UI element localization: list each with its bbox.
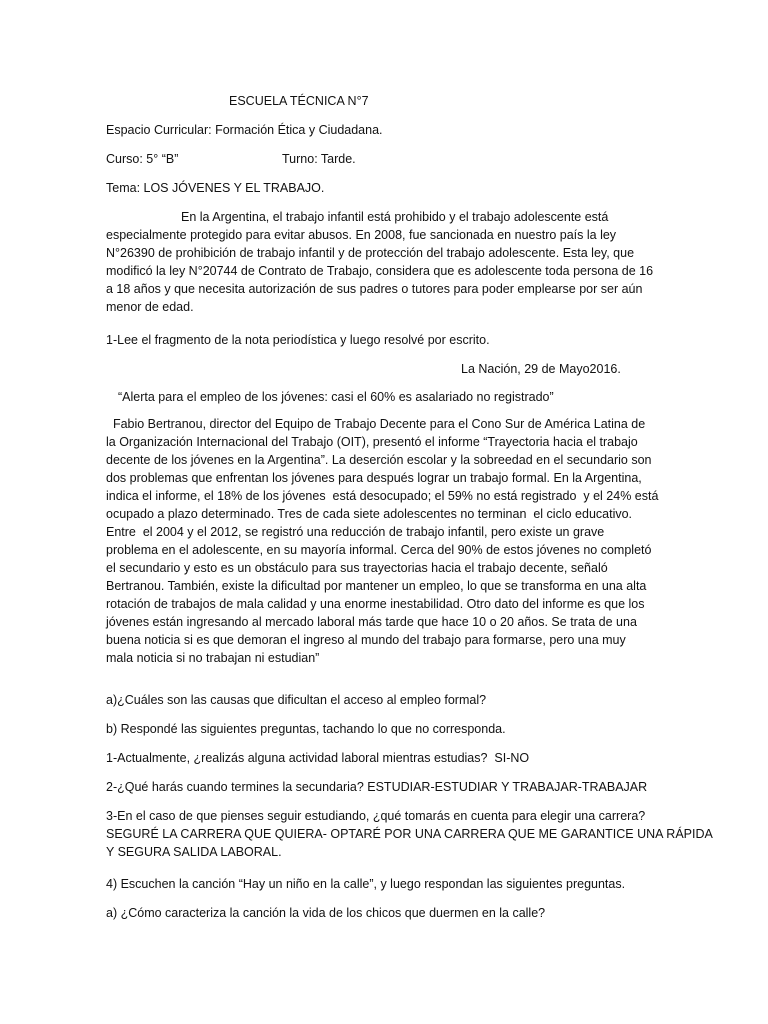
article-line: jóvenes están ingresando al mercado laboral más tarde que hace 10 o 20 años. Se trata de una bbox=[106, 615, 637, 629]
article-line: Fabio Bertranou, director del Equipo de Trabajo Decente para el Cono Sur de América Latina de bbox=[106, 417, 646, 431]
article-line: indica el informe, el 18% de los jóvenes está desocupado; el 59% no está registrado y el 24% está bbox=[106, 489, 659, 503]
school-title: ESCUELA TÉCNICA N°7 bbox=[229, 94, 369, 108]
intro-line: menor de edad. bbox=[106, 300, 194, 314]
article-line: problema en el adolescente, en su mayoría informal. Cerca del 90% de estos jóvenes no completó bbox=[106, 543, 652, 557]
article-line: rotación de trabajos de mala calidad y una enorme inestabilidad. Otro dato del informe es que los bbox=[106, 597, 645, 611]
shift-label: Turno: Tarde. bbox=[282, 152, 356, 166]
course-label: Curso: 5° “B” bbox=[106, 152, 179, 166]
article-line: Bertranou. También, existe la dificultad por mantener un empleo, lo que se transforma en una alta bbox=[106, 579, 647, 593]
question-4a: a) ¿Cómo caracteriza la canción la vida de los chicos que duermen en la calle? bbox=[106, 906, 546, 920]
article-body bbox=[106, 415, 662, 667]
topic-line: Tema: LOS JÓVENES Y EL TRABAJO. bbox=[106, 181, 325, 195]
article-headline: “Alerta para el empleo de los jóvenes: casi el 60% es asalariado no registrado” bbox=[118, 390, 554, 404]
article-line: el secundario y esto es un obstáculo para sus trayectorias hacia el trabajo decente, señaló bbox=[106, 561, 608, 575]
intro-line: especialmente protegido para evitar abusos. En 2008, fue sancionada en nuestro país la ley bbox=[106, 228, 617, 242]
article-line: buena noticia si es que demoran el ingreso al mundo del trabajo para formarse, pero una muy bbox=[106, 633, 626, 647]
article-line: la Organización Internacional del Trabajo (OIT), presentó el informe “Trayectoria hacia el trabajo bbox=[106, 435, 638, 449]
question-b: b) Respondé las siguientes preguntas, tachando lo que no corresponda. bbox=[106, 722, 506, 736]
question-4: 4) Escuchen la canción “Hay un niño en la calle”, y luego respondan las siguientes preguntas. bbox=[106, 877, 626, 891]
question-3-line: Y SEGURA SALIDA LABORAL. bbox=[106, 845, 282, 859]
question-2: 2-¿Qué harás cuando termines la secundaria? ESTUDIAR-ESTUDIAR Y TRABAJAR-TRABAJAR bbox=[106, 780, 648, 794]
article-source: La Nación, 29 de Mayo2016. bbox=[461, 362, 621, 376]
question-3-line: SEGURÉ LA CARRERA QUE QUIERA- OPTARÉ POR UNA CARRERA QUE ME GARANTICE UNA RÁPIDA bbox=[106, 827, 713, 841]
question-3-line: 3-En el caso de que pienses seguir estudiando, ¿qué tomarás en cuenta para elegir una carrera? bbox=[106, 809, 646, 823]
article-line: ocupado a plazo determinado. Tres de cada siete adolescentes no terminan el ciclo educativo. bbox=[106, 507, 633, 521]
question-3 bbox=[106, 807, 713, 861]
intro-line: N°26390 de prohibición de trabajo infantil y de protección del trabajo adolescente. Esta ley, que bbox=[106, 246, 635, 260]
intro-paragraph bbox=[106, 208, 662, 316]
article-line: mala noticia si no trabajan ni estudian” bbox=[106, 651, 320, 665]
question-a: a)¿Cuáles son las causas que dificultan el acceso al empleo formal? bbox=[106, 693, 487, 707]
article-line: decente de los jóvenes en la Argentina”. La deserción escolar y la sobreedad en el secundario son bbox=[106, 453, 652, 467]
intro-line: a 18 años y que necesita autorización de sus padres o tutores para poder emplearse por ser aún bbox=[106, 282, 643, 296]
intro-line: modificó la ley N°20744 de Contrato de Trabajo, considera que es adolescente toda persona de 16 bbox=[106, 264, 654, 278]
question-1: 1-Actualmente, ¿realizás alguna actividad laboral mientras estudias? SI-NO bbox=[106, 751, 530, 765]
instruction-1: 1-Lee el fragmento de la nota periodística y luego resolvé por escrito. bbox=[106, 333, 490, 347]
intro-line: En la Argentina, el trabajo infantil está prohibido y el trabajo adolescente está bbox=[181, 210, 609, 224]
article-line: Entre el 2004 y el 2012, se registró una reducción de trabajo infantil, pero existe un grave bbox=[106, 525, 605, 539]
subject-line: Espacio Curricular: Formación Ética y Ciudadana. bbox=[106, 123, 383, 137]
article-line: dos problemas que enfrentan los jóvenes para después lograr un trabajo formal. En la Argentina, bbox=[106, 471, 642, 485]
